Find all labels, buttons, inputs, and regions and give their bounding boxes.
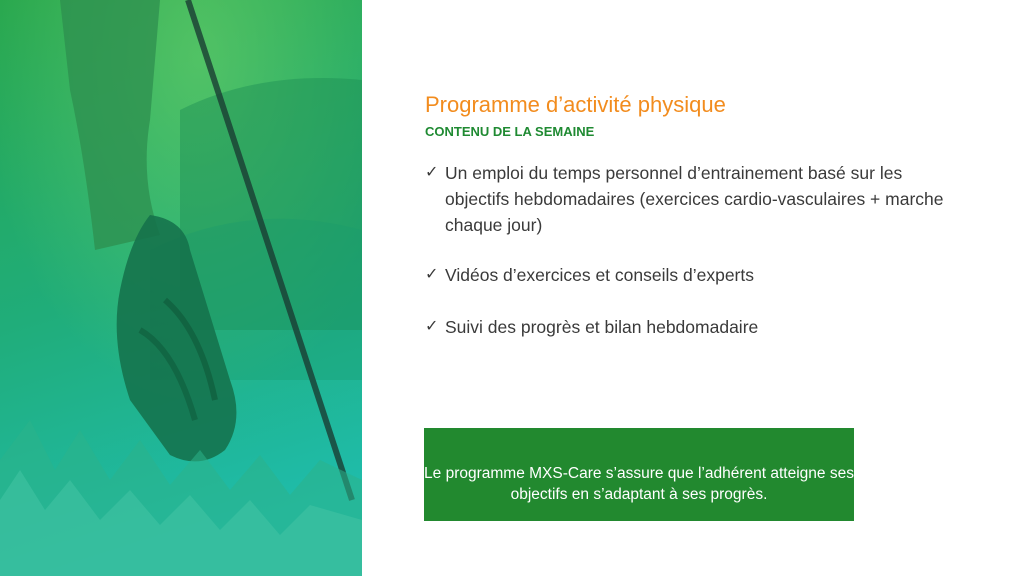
check-icon: ✓ (425, 318, 439, 335)
list-item-text: Un emploi du temps personnel d’entrainement basé sur les objectifs hebdomadaires (exercices cardio-vasculaires + marche chaque jour) (445, 163, 944, 235)
callout-box (424, 428, 854, 521)
slide-title: Programme d’activité physique (425, 92, 726, 117)
hiking-photo (0, 0, 362, 576)
check-icon: ✓ (425, 266, 439, 283)
list-item (425, 160, 945, 238)
callout-text: Le programme MXS-Care s’assure que l’adhérent atteigne ses objectifs en s’adaptant à ses progrès. (424, 465, 854, 503)
list-item-text: Vidéos d’exercices et conseils d’experts (445, 265, 755, 285)
check-icon: ✓ (425, 164, 439, 181)
slide-subtitle: CONTENU DE LA SEMAINE (425, 124, 595, 139)
list-item (425, 314, 945, 340)
hiking-boot-walking-pole-photo-icon (0, 0, 362, 576)
list-item (425, 262, 945, 288)
list-item-text: Suivi des progrès et bilan hebdomadaire (445, 317, 759, 337)
